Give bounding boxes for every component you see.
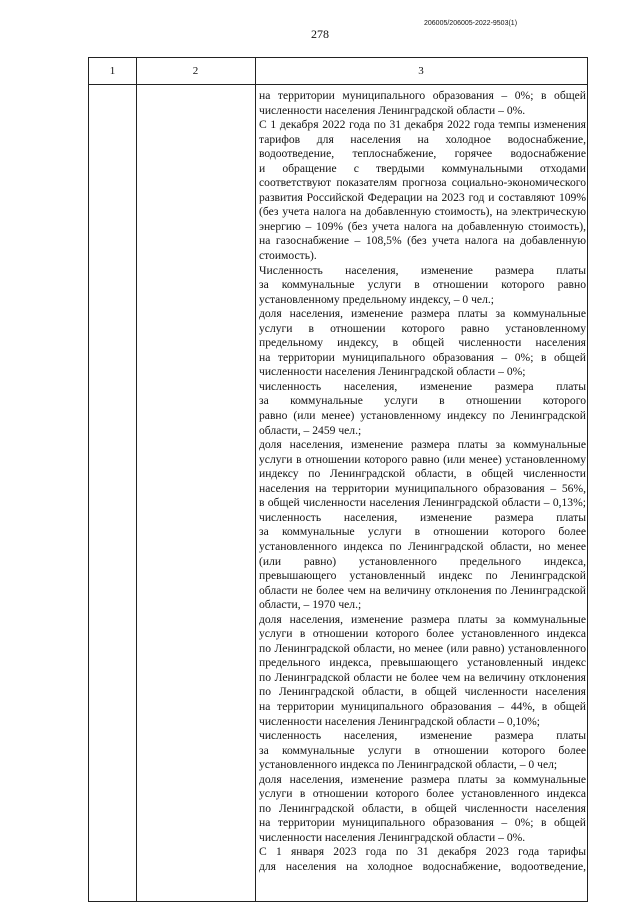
text-line: численности населения Ленинградской области – 0%; [259,365,526,379]
text-line: численность населения, изменение размера платы [259,379,586,393]
text-line: по Ленинградской области не более чем на величину отклонения [259,670,586,684]
text-line: Численность населения, изменение размера платы [259,263,586,277]
text-line: на территории муниципального образования – 44%, в общей [259,699,586,713]
text-line: на территории муниципального образования – 0%; в общей [259,89,586,102]
text-line: и обращение с твердыми коммунальными отходами [259,161,586,175]
text-line: установленного индекса по Ленинградской области, но менее [259,539,586,553]
text-line: (без учета налога на добавленную стоимость), на электрическую [259,205,586,219]
text-line: услуги в отношении которого более установленного индекса [259,787,586,801]
text-line: равно (или менее) установленному индексу по Ленинградской [259,409,586,423]
text-line: стоимость). [259,249,317,263]
text-line: соответствуют показателям прогноза социально-экономического [259,176,586,190]
text-line: области не более чем на величину отклонения по Ленинградской [259,583,586,597]
text-line: установленному предельному индексу, – 0 чел.; [259,292,494,306]
column-header-3: 3 [418,65,424,77]
text-line: за коммунальные услуги в отношении которого более [259,525,586,539]
text-line: водоотведение, теплоснабжение, горячее водоснабжение [259,147,586,161]
text-line: за коммунальные услуги в отношении которого равно [259,278,586,292]
text-line: численности населения Ленинградской области – 0%. [259,103,526,117]
text-line: услуги в отношении которого равно установленному [259,321,586,335]
text-line: доля населения, изменение размера платы за коммунальные [259,612,586,626]
column-divider-1 [136,58,137,901]
text-line: предельного индекса, превышающего установленный индекс [259,656,586,670]
text-line: развития Российской Федерации на 2023 год и составляют 109% [259,190,586,204]
text-line: по Ленинградской области, в общей численности населения [259,685,586,699]
text-line: на территории муниципального образования – 0%; в общей [259,350,586,364]
text-line: доля населения, изменение размера платы за коммунальные [259,772,586,786]
text-line: установленного индекса по Ленинградской области, – 0 чел; [259,758,558,772]
text-line: доля населения, изменение размера платы за коммунальные [259,307,586,321]
text-line: за коммунальные услуги в отношении которого [259,394,586,408]
document-table [88,57,588,902]
text-line: по Ленинградской области, но менее (или равно) установленного [259,641,586,655]
text-line: численность населения, изменение размера платы [259,729,586,743]
text-line: (или равно) установленного предельного индекса, [259,554,586,568]
text-line: для населения на холодное водоснабжение, водоотведение, [259,859,586,873]
text-line: численности населения Ленинградской области – 0%. [259,830,526,844]
text-line: услуги в отношении которого более установленного индекса [259,627,586,641]
text-line: С 1 декабря 2022 года по 31 декабря 2022 года темпы изменения [259,118,586,132]
text-line: численность населения, изменение размера платы [259,510,586,524]
column-header-2: 2 [192,65,199,77]
document-id: 206005/206005-2022-9503(1) [424,20,518,27]
header-divider [89,84,587,85]
column-header-1: 1 [109,65,116,77]
text-line: области, – 2459 чел.; [259,423,362,437]
text-line: по Ленинградской области, в общей численности населения [259,801,586,815]
text-line: энергию – 109% (без учета налога на добавленную стоимость), [259,219,586,233]
text-line: превышающего установленный индекс по Ленинградской [259,569,586,583]
text-line: услуги в отношении которого равно (или менее) установленному [259,452,586,466]
text-line: на территории муниципального образования – 0%; в общей [259,816,586,830]
text-line: населения на территории муниципального образования – 56%, [259,481,586,495]
page-number: 278 [311,27,329,41]
column-3-text [259,89,586,875]
text-line: в общей численности населения Ленинградской области – 0,13%; [259,496,586,510]
text-line: численности населения Ленинградской области – 0,10%; [259,714,541,728]
column-divider-2 [255,58,256,901]
text-line: доля населения, изменение размера платы за коммунальные [259,438,586,452]
text-line: области, – 1970 чел.; [259,598,362,612]
text-line: тарифов для населения на холодное водоснабжение, [259,132,586,146]
text-line: предельному индексу, в общей численности населения [259,336,586,350]
text-line: индексу по Ленинградской области, в общей численности [259,467,586,481]
text-line: на газоснабжение – 108,5% (без учета налога на добавленную [259,234,586,248]
text-line: за коммунальные услуги в отношении которого более [259,743,586,757]
text-line: С 1 января 2023 года по 31 декабря 2023 года тарифы [259,845,586,859]
